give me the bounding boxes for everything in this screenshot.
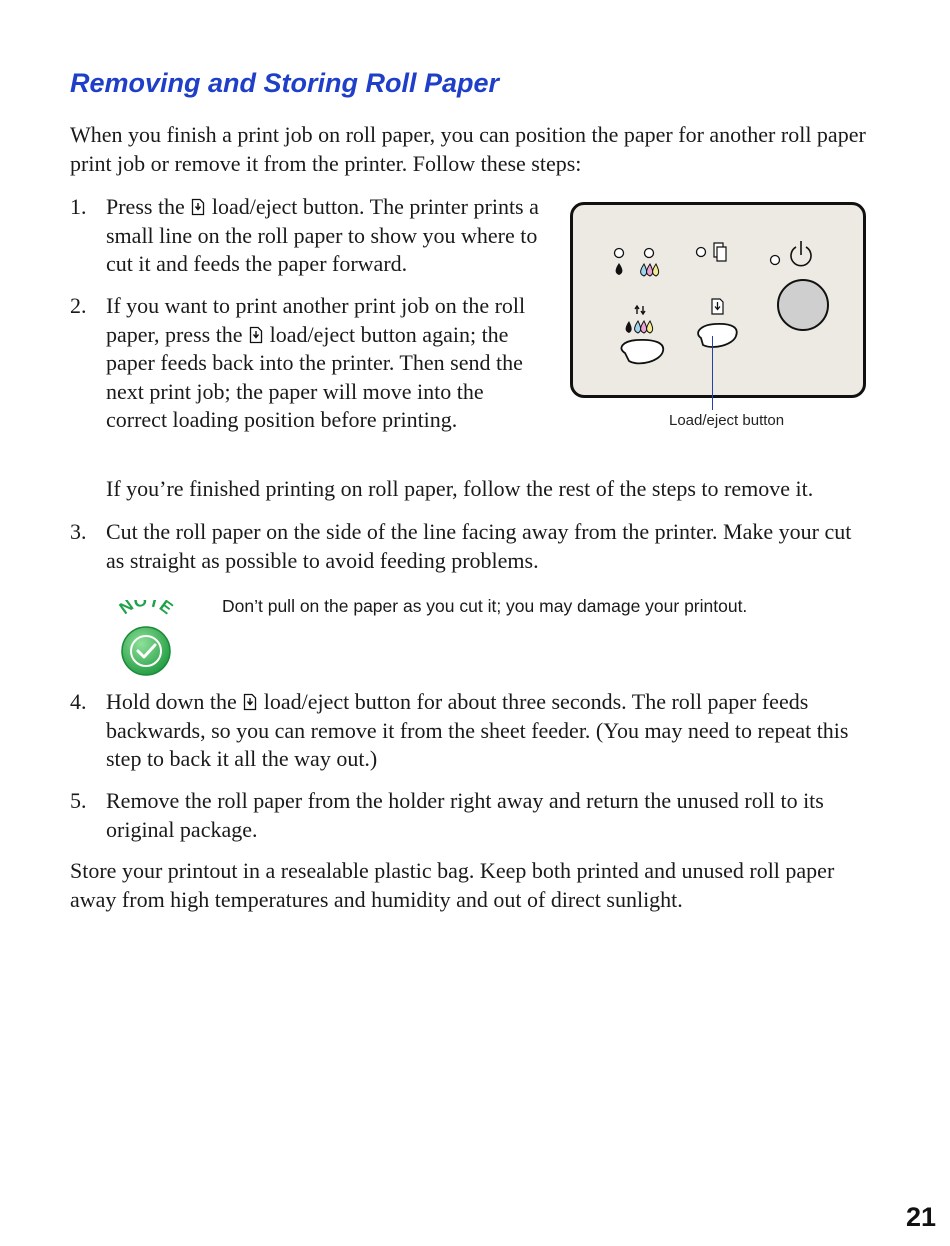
step-number: 5. [70, 788, 87, 813]
intro-paragraph: When you finish a print job on roll paper, you can position the paper for another roll paper print job or remove it from the printer. Follow these steps: [70, 122, 866, 176]
step-number: 4. [70, 689, 87, 714]
load-eject-icon [191, 198, 205, 216]
callout-label: Load/eject button [669, 412, 785, 429]
black-ink-drop-icon [616, 263, 623, 275]
note-text: Don’t pull on the paper as you cut it; you may damage your printout. [222, 596, 748, 616]
step-4 [70, 688, 870, 774]
load-eject-icon [249, 326, 263, 344]
step-1 [70, 193, 550, 279]
step-text: Remove the roll paper from the holder right away and return the unused roll to its original package. [106, 788, 824, 842]
step-text [106, 292, 548, 435]
note-checkmark-icon [108, 600, 184, 683]
step-text [106, 193, 550, 279]
step-text-after: load/eject button. The printer prints a small line on the roll paper to show you where to cut it and feeds the paper forward. [106, 194, 539, 276]
finished-note-paragraph: If you’re finished printing on roll paper, follow the rest of the steps to remove it. [106, 476, 814, 501]
load-eject-icon [243, 693, 257, 711]
step-2 [70, 292, 548, 435]
black-ink-light-icon [615, 249, 624, 258]
paper-light-icon [697, 248, 706, 257]
step-text-before: If you want to print another print job on the roll paper, press the [106, 293, 526, 347]
step-text-before: Hold down the [106, 689, 243, 714]
step-number: 2. [70, 293, 87, 318]
step-text: Cut the roll paper on the side of the line facing away from the printer. Make your cut as straight as possible to avoid feeding problems. [106, 519, 852, 573]
svg-text:NOTE [116, 600, 176, 618]
callout-leader-line [712, 336, 713, 410]
step-text [106, 688, 870, 774]
color-ink-light-icon [645, 249, 654, 258]
page-title: Removing and Storing Roll Paper [70, 68, 500, 98]
step-text-after: load/eject button again; the paper feeds back into the printer. Then send the next print job; the paper will move into the correct loading position before printing. [106, 321, 523, 432]
note-badge-text: NOTE [115, 600, 177, 619]
step-text-after: load/eject button for about three seconds. The roll paper feeds backwards, so you can remove it from the sheet feeder. (You may need to repeat this step to back it all the way out.) [106, 689, 849, 771]
page-number: 21 [905, 1202, 936, 1232]
printer-control-panel-illustration [570, 202, 866, 398]
step-3 [70, 518, 870, 575]
load-eject-button [698, 324, 737, 347]
ink-cleaning-button [621, 340, 663, 364]
step-number: 1. [70, 194, 87, 219]
storage-paragraph: Store your printout in a resealable plastic bag. Keep both printed and unused roll paper away from high temperatures and humidity and out of direct sunlight. [70, 858, 835, 912]
step-number: 3. [70, 519, 87, 544]
step-5 [70, 787, 870, 844]
power-light-icon [771, 256, 780, 265]
step-text-before: Press the [106, 194, 191, 219]
power-button [778, 280, 828, 330]
